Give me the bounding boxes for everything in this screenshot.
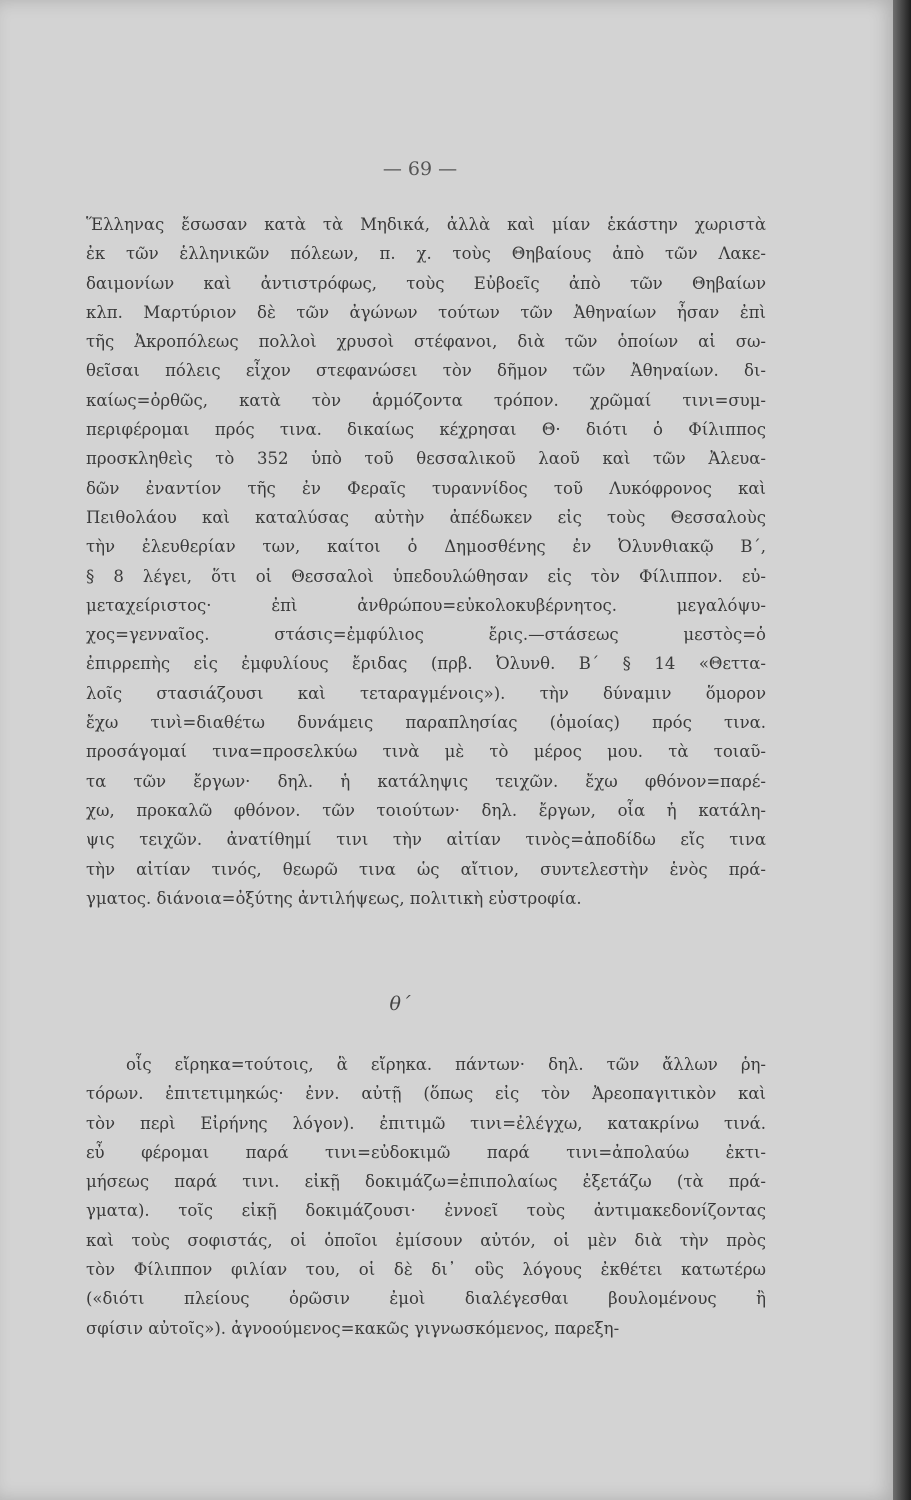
- text-line: τα τῶν ἔργων· δηλ. ἡ κατάληψις τειχῶν. ἔχω φθόνον=παρέ-: [86, 771, 766, 791]
- text-line: ἐκ τῶν ἑλληνικῶν πόλεων, π. χ. τοὺς Θηβαίους ἀπὸ τῶν Λακε-: [86, 244, 766, 264]
- text-line: τόρων. ἐπιτετιμηκώς· ἐνν. αὐτῇ (ὅπως εἰς τὸν Ἀρεοπαγιτικὸν καὶ: [86, 1084, 766, 1104]
- text-line: δῶν ἐναντίον τῆς ἐν Φεραῖς τυραννίδος τοῦ Λυκόφρονος καὶ: [86, 478, 766, 498]
- text-line: ψις τειχῶν. ἀνατίθημί τινι τὴν αἰτίαν τινὸς=ἀποδίδω εἴς τινα: [86, 830, 766, 850]
- text-line: ἔχω τινὶ=διαθέτω δυνάμεις παραπλησίας (ὁμοίας) πρός τινα.: [86, 713, 766, 733]
- text-line: χος=γενναῖος. στάσις=ἐμφύλιος ἔρις.—στάσεως μεστὸς=ὁ: [86, 625, 766, 645]
- text-line: Πειθολάου καὶ καταλύσας αὐτὴν ἀπέδωκεν εἰς τοὺς Θεσσαλοὺς: [86, 507, 766, 527]
- text-line: δαιμονίων καὶ ἀντιστρόφως, τοὺς Εὐβοεῖς ἀπὸ τῶν Θηβαίων: [86, 273, 766, 293]
- text-line: καίως=ὀρθῶς, κατὰ τὸν ἁρμόζοντα τρόπον. χρῶμαί τινι=συμ-: [86, 390, 766, 410]
- text-line: εὖ φέρομαι παρά τινι=εὐδοκιμῶ παρά τινι=ἀπολαύω ἐκτι-: [86, 1142, 766, 1162]
- section-heading: θ΄: [389, 993, 411, 1015]
- text-line: λοῖς στασιάζουσι καὶ τεταραγμένοις»). τὴν δύναμιν ὅμορον: [86, 683, 766, 703]
- text-line: κλπ. Μαρτύριον δὲ τῶν ἀγώνων τούτων τῶν Ἀθηναίων ἦσαν ἐπὶ: [86, 302, 766, 322]
- text-line: («διότι πλείους ὁρῶσιν ἐμοὶ διαλέγεσθαι βουλομένους ἢ: [86, 1289, 766, 1309]
- text-line: σφίσιν αὐτοῖς»). ἀγνοούμενος=κακῶς γιγνωσκόμενος, παρεξη-: [86, 1318, 620, 1338]
- text-line: γματα). τοῖς εἰκῇ δοκιμάζουσι· ἐννοεῖ τοὺς ἀντιμακεδονίζοντας: [86, 1201, 766, 1221]
- text-line: προσκληθεὶς τὸ 352 ὑπὸ τοῦ θεσσαλικοῦ λαοῦ καὶ τῶν Ἀλευα-: [86, 449, 766, 469]
- text-line: τὴν ἐλευθερίαν των, καίτοι ὁ Δημοσθένης ἐν Ὀλυνθιακῷ Β΄,: [86, 537, 766, 557]
- text-line: τῆς Ἀκροπόλεως πολλοὶ χρυσοὶ στέφανοι, διὰ τῶν ὁποίων αἱ σω-: [86, 332, 766, 352]
- page-number: — 69 —: [382, 158, 458, 180]
- commentary-block-1: [86, 210, 766, 913]
- text-line: § 8 λέγει, ὅτι οἱ Θεσσαλοὶ ὑπεδουλώθησαν εἰς τὸν Φίλιππον. εὐ-: [86, 566, 766, 586]
- commentary-block-2: [86, 1050, 766, 1343]
- text-line: περιφέρομαι πρός τινα. δικαίως κέχρησαι Θ· διότι ὁ Φίλιππος: [86, 420, 766, 440]
- text-line: χω, προκαλῶ φθόνον. τῶν τοιούτων· δηλ. ἔργων, οἷα ἡ κατάλη-: [86, 800, 766, 820]
- text-line: καὶ τοὺς σοφιστάς, οἱ ὁποῖοι ἐμίσουν αὐτόν, οἱ μὲν διὰ τὴν πρὸς: [86, 1230, 766, 1250]
- text-line: ἐπιρρεπὴς εἰς ἐμφυλίους ἔριδας (πρβ. Ὀλυνθ. Β΄ § 14 «Θεττα-: [86, 654, 766, 674]
- text-line: τὴν αἰτίαν τινός, θεωρῶ τινα ὡς αἴτιον, συντελεστὴν ἑνὸς πρά-: [86, 859, 766, 879]
- text-line: τὸν Φίλιππον φιλίαν του, οἱ δὲ δι᾽ οὓς λόγους ἐκθέτει κατωτέρω: [86, 1260, 766, 1280]
- text-line: Ἕλληνας ἔσωσαν κατὰ τὰ Μηδικά, ἀλλὰ καὶ μίαν ἑκάστην χωριστὰ: [86, 215, 766, 234]
- text-line: οἷς εἴρηκα=τούτοις, ἃ εἴρηκα. πάντων· δηλ. τῶν ἄλλων ῥη-: [126, 1055, 766, 1074]
- text-line: μήσεως παρά τινι. εἰκῇ δοκιμάζω=ἐπιπολαίως ἐξετάζω (τὰ πρά-: [86, 1172, 766, 1192]
- text-line: θεῖσαι πόλεις εἶχον στεφανώσει τὸν δῆμον τῶν Ἀθηναίων. δι-: [86, 361, 766, 381]
- text-line: γματος. διάνοια=ὀξύτης ἀντιλήψεως, πολιτικὴ εὐστροφία.: [86, 888, 582, 908]
- text-line: προσάγομαί τινα=προσελκύω τινὰ μὲ τὸ μέρος μου. τὰ τοιαῦ-: [86, 742, 766, 762]
- text-line: μεταχείριστος· ἐπὶ ἀνθρώπου=εὐκολοκυβέρνητος. μεγαλόψυ-: [86, 595, 766, 615]
- text-line: τὸν περὶ Εἰρήνης λόγον). ἐπιτιμῶ τινι=ἐλέγχω, κατακρίνω τινά.: [86, 1113, 766, 1133]
- page-edge-shadow: [893, 0, 911, 1500]
